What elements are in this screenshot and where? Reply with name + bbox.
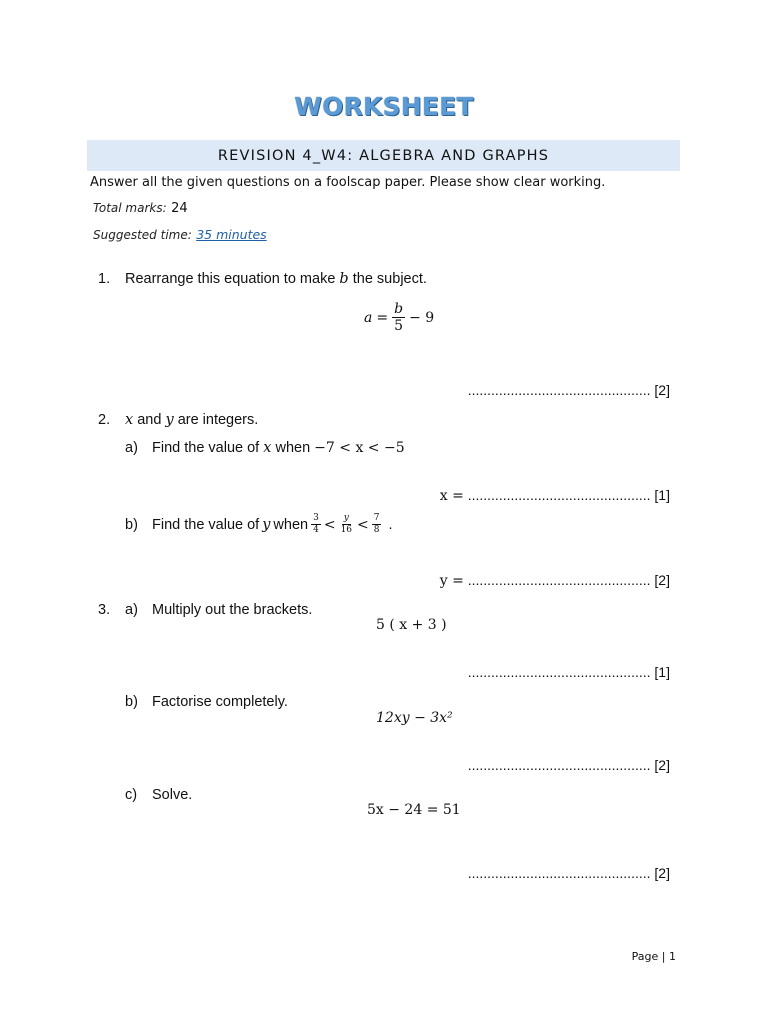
question-1-marks: [2] <box>654 382 670 398</box>
q3b-marks: [2] <box>654 757 670 773</box>
q3a-text: Multiply out the brackets. <box>152 602 313 618</box>
question-1-prompt: Rearrange this equation to make <box>125 271 336 287</box>
q2b-lt-2: < <box>357 516 369 533</box>
eq-lhs: a <box>364 309 373 326</box>
q2b-when: when <box>273 516 309 533</box>
worksheet-title: WORKSHEET <box>294 92 474 121</box>
page-label: Page <box>631 950 659 963</box>
q2-var-y: y <box>165 412 174 428</box>
q2b-text <box>152 514 393 535</box>
q2a-var: x <box>263 440 272 456</box>
answer-dots: ............................................... <box>467 487 651 503</box>
total-marks <box>93 199 188 217</box>
q2a-text <box>152 440 405 456</box>
worksheet-subtitle-banner <box>87 140 680 171</box>
q3a-expression: 5 ( x + 3 ) <box>376 617 447 633</box>
q2b-end: . <box>388 516 393 533</box>
question-1-variable: b <box>339 271 349 287</box>
q3a-answer-line <box>468 664 670 680</box>
q3c-expression: 5x − 24 = 51 <box>367 802 461 818</box>
worksheet-subtitle: REVISION 4_W4: ALGEBRA AND GRAPHS <box>217 147 550 164</box>
frac-den: 8 <box>373 525 380 535</box>
q2-and: and <box>137 412 162 428</box>
q2-prompt: are integers. <box>177 412 259 428</box>
suggested-time-value[interactable]: 35 minutes <box>196 227 267 242</box>
q2b-fraction-1 <box>311 514 321 535</box>
suggested-time-label: Suggested time: <box>93 228 192 242</box>
eq-numerator: b <box>394 301 404 317</box>
eq-fraction <box>392 302 405 333</box>
q3c-marks: [2] <box>654 865 670 881</box>
q2a-marks: [1] <box>654 487 670 503</box>
q2a-condition: −7 < x < −5 <box>314 440 405 456</box>
frac-den: 16 <box>340 525 353 535</box>
answer-dots: ............................................... <box>467 382 651 398</box>
q2-var-x: x <box>125 412 134 428</box>
frac-num: 7 <box>373 513 380 523</box>
q2b-answer-line <box>440 572 670 589</box>
question-1-number: 1. <box>98 271 111 287</box>
frac-num: y <box>343 513 349 523</box>
q2a-answer-prefix: x = <box>439 488 464 504</box>
q2b-label: b) <box>125 517 138 533</box>
frac-num: 3 <box>313 513 319 523</box>
q2b-answer-prefix: y = <box>439 573 464 589</box>
question-1-equation: a = $\frac{b}{5}$ − 9 <box>364 301 435 334</box>
q3c-text: Solve. <box>152 787 193 803</box>
question-1-answer-line <box>468 382 670 398</box>
suggested-time <box>93 226 267 244</box>
q2a-prompt: Find the value of <box>152 440 260 456</box>
answer-dots: ............................................... <box>467 664 651 680</box>
frac-den: 4 <box>313 525 319 535</box>
q3b-label: b) <box>125 694 138 710</box>
answer-dots: ............................................... <box>467 865 651 881</box>
total-marks-label: Total marks: <box>93 201 167 215</box>
q2b-prompt: Find the value of <box>152 516 260 533</box>
q3b-text: Factorise completely. <box>152 694 288 710</box>
q2b-marks: [2] <box>654 572 670 588</box>
q2b-fraction-2 <box>339 514 354 535</box>
q3a-label: a) <box>125 602 138 618</box>
q2a-when: when <box>275 440 311 456</box>
question-3-number: 3. <box>98 602 111 618</box>
answer-dots: ............................................... <box>467 757 651 773</box>
q2b-lt-1: < <box>323 516 336 533</box>
eq-denominator: 5 <box>394 318 404 334</box>
q3c-label: c) <box>125 787 138 803</box>
page-number: 1 <box>669 950 676 963</box>
q2b-fraction-3 <box>372 514 382 535</box>
q3b-expression: 12xy − 3x² <box>376 710 453 726</box>
page-footer <box>632 950 676 963</box>
q2a-answer-line <box>440 487 670 504</box>
q2a-label: a) <box>125 440 138 456</box>
instructions: Answer all the given questions on a foolscap paper. Please show clear working. <box>90 175 606 190</box>
question-1-prompt-end: the subject. <box>352 271 427 287</box>
eq-rest: − 9 <box>409 309 435 326</box>
q2b-var: y <box>262 516 271 533</box>
question-2-number: 2. <box>98 412 111 428</box>
question-1-text <box>125 271 427 287</box>
total-marks-value: 24 <box>171 201 188 216</box>
question-2-text <box>125 412 258 428</box>
q3b-answer-line <box>468 757 670 773</box>
page-separator: | <box>661 950 666 963</box>
answer-dots: ............................................... <box>467 572 651 588</box>
q3a-marks: [1] <box>654 664 670 680</box>
q3c-answer-line <box>468 865 670 881</box>
